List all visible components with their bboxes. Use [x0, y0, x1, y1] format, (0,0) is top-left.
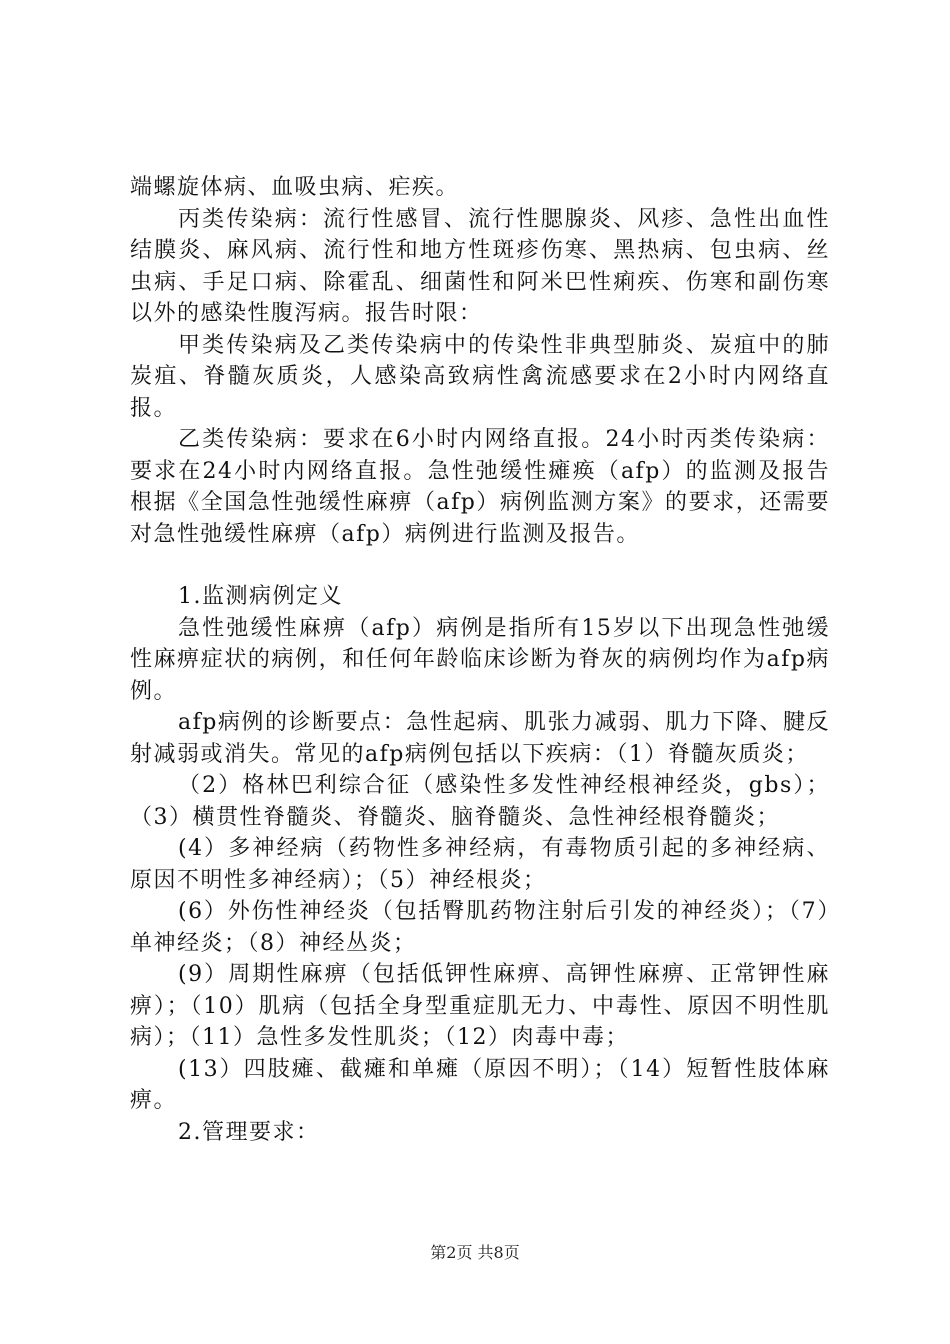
section-heading-management: 2.管理要求： [178, 1119, 320, 1145]
paragraph-afp-list-2-3: （2）格林巴利综合征（感染性多发性神经根神经炎，gbs）；（3）横贯性脊髓炎、脊髓炎、脑脊髓炎、急性神经根脊髓炎； [130, 773, 830, 830]
paragraph-class-c-diseases: 丙类传染病：流行性感冒、流行性腮腺炎、风疹、急性出血性结膜炎、麻风病、流行性和地方性斑疹伤寒、黑热病、包虫病、丝虫病、手足口病、除霍乱、细菌性和阿米巴性痢疾、伤寒和副伤寒以外的感染性腹泻病。报告时限： [130, 206, 830, 326]
paragraph-afp-list-6-8: (6）外伤性神经炎（包括臀肌药物注射后引发的神经炎）；（7）单神经炎；（8）神经丛炎； [130, 899, 830, 956]
paragraph-class-b-reporting: 乙类传染病：要求在6小时内网络直报。24小时丙类传染病：要求在24小时内网络直报。急性弛缓性瘫痪（afp）的监测及报告根据《全国急性弛缓性麻痹（afp）病例监测方案》的要求，还需要对急性弛缓性麻痹（afp）病例进行监测及报告。 [130, 427, 830, 547]
paragraph-class-a-reporting: 甲类传染病及乙类传染病中的传染性非典型肺炎、炭疽中的肺炭疽、脊髓灰质炎，人感染高致病性禽流感要求在2小时内网络直报。 [130, 332, 830, 421]
paragraph-gap [130, 550, 830, 581]
paragraph-afp-diagnosis: afp病例的诊断要点：急性起病、肌张力减弱、肌力下降、腱反射减弱或消失。常见的afp病例包括以下疾病：（1）脊髓灰质炎； [130, 710, 830, 767]
paragraph-continuation: 端螺旋体病、血吸虫病、疟疾。 [130, 175, 460, 200]
paragraph-afp-list-9-12: (9）周期性麻痹（包括低钾性麻痹、高钾性麻痹、正常钾性麻痹）；（10）肌病（包括全身型重症肌无力、中毒性、原因不明性肌病）；（11）急性多发性肌炎；（12）肉毒中毒； [130, 962, 830, 1050]
page-footer: 第2页 共8页 [430, 1243, 520, 1262]
paragraph-afp-list-13-14: (13）四肢瘫、截瘫和单瘫（原因不明）；（14）短暂性肢体麻痹。 [130, 1056, 830, 1113]
paragraph-afp-list-4-5: (4）多神经病（药物性多神经病，有毒物质引起的多神经病、原因不明性多神经病）；（5）神经根炎； [130, 836, 830, 893]
document-body [130, 172, 830, 1148]
paragraph-afp-definition: 急性弛缓性麻痹（afp）病例是指所有15岁以下出现急性弛缓性麻痹症状的病例，和任何年龄临床诊断为脊灰的病例均作为afp病例。 [130, 615, 830, 704]
section-heading-case-definition: 1.监测病例定义 [178, 584, 343, 609]
